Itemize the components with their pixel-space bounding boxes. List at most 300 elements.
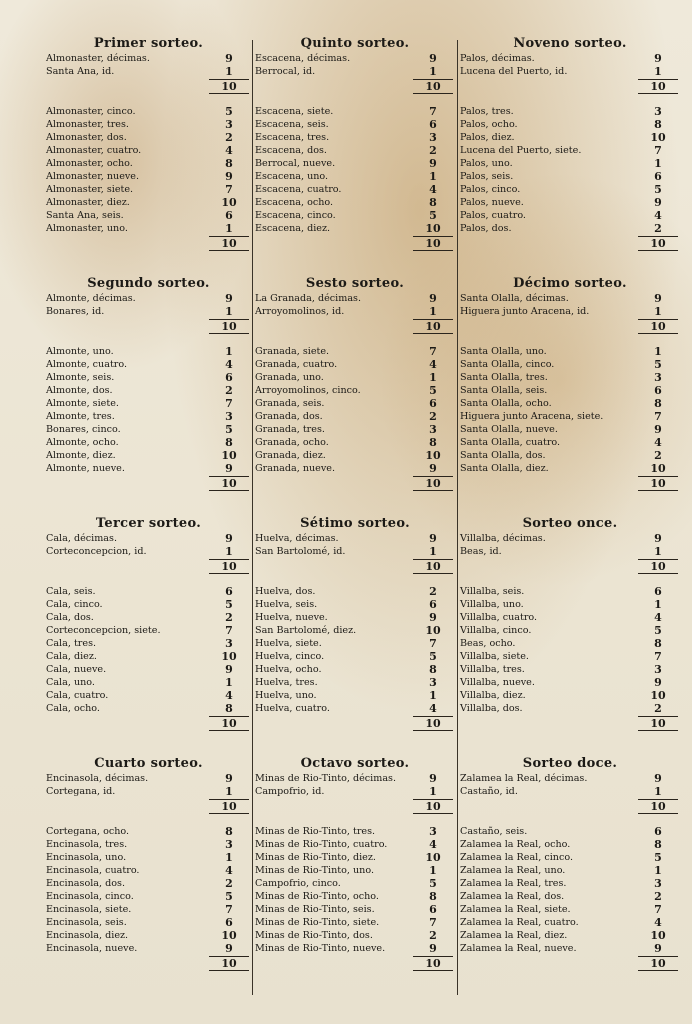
draw-row — [46, 358, 251, 371]
town-prize-label: Huelva, décimas. — [255, 533, 339, 544]
spacer — [460, 93, 680, 105]
draw-row — [460, 462, 680, 475]
draw-row — [46, 196, 251, 209]
town-prize-label: Arroyomolinos, id. — [255, 306, 345, 317]
total-value: 10 — [650, 320, 666, 333]
draw-row — [460, 170, 680, 183]
drawn-number: 9 — [429, 942, 437, 955]
drawn-number: 9 — [225, 52, 233, 65]
drawn-number: 10 — [650, 929, 666, 942]
draw-row — [46, 105, 251, 118]
draw-row — [46, 52, 251, 65]
town-prize-label: Huelva, cinco. — [255, 651, 325, 662]
draw-row — [460, 196, 680, 209]
draw-row — [46, 371, 251, 384]
town-prize-label: Corteconcepcion, id. — [46, 546, 147, 557]
drawn-number: 9 — [654, 532, 662, 545]
town-prize-label: Beas, id. — [460, 546, 502, 557]
draw-row — [46, 772, 251, 785]
draw-row — [255, 929, 455, 942]
town-prize-label: Berrocal, id. — [255, 66, 316, 77]
drawn-number: 6 — [429, 903, 437, 916]
town-prize-label: Zalamea la Real, tres. — [460, 878, 567, 889]
drawn-number: 6 — [225, 916, 233, 929]
draw-row — [46, 916, 251, 929]
draw-row — [46, 942, 251, 955]
drawn-number: 1 — [225, 545, 233, 558]
draw-total — [460, 956, 680, 970]
total-rule — [413, 93, 453, 94]
draw-row — [460, 851, 680, 864]
drawn-number: 8 — [429, 890, 437, 903]
town-prize-label: Granada, dos. — [255, 411, 323, 422]
draw-row — [460, 52, 680, 65]
total-value: 10 — [650, 957, 666, 970]
draw-row — [46, 611, 251, 624]
drawn-number: 6 — [654, 170, 662, 183]
draw-row — [46, 650, 251, 663]
draw-row — [460, 157, 680, 170]
draw-row — [460, 663, 680, 676]
drawn-number: 8 — [429, 196, 437, 209]
total-value: 10 — [425, 477, 441, 490]
draw-row — [46, 598, 251, 611]
draw-row — [460, 292, 680, 305]
draw-row — [460, 637, 680, 650]
drawn-number: 4 — [429, 183, 437, 196]
draw-row — [46, 825, 251, 838]
draw-row — [255, 436, 455, 449]
town-prize-label: Almonte, uno. — [46, 346, 114, 357]
town-prize-label: Almonaster, ocho. — [46, 158, 133, 169]
town-prize-label: Escacena, siete. — [255, 106, 334, 117]
draw-section — [460, 276, 680, 490]
draw-total — [460, 236, 680, 250]
total-rule — [638, 333, 678, 334]
drawn-number: 10 — [221, 650, 237, 663]
total-rule — [413, 490, 453, 491]
draw-row — [46, 532, 251, 545]
drawn-number: 1 — [654, 598, 662, 611]
drawn-number: 10 — [425, 851, 441, 864]
town-prize-label: Escacena, dos. — [255, 145, 327, 156]
drawn-number: 2 — [654, 449, 662, 462]
drawn-number: 1 — [225, 851, 233, 864]
drawn-number: 1 — [654, 545, 662, 558]
draw-row — [255, 772, 455, 785]
draw-row — [46, 305, 251, 318]
drawn-number: 1 — [429, 864, 437, 877]
draw-row — [46, 436, 251, 449]
drawn-number: 8 — [654, 637, 662, 650]
draw-row — [460, 131, 680, 144]
draw-title: Sorteo doce. — [522, 756, 618, 771]
drawn-number: 9 — [654, 292, 662, 305]
town-prize-label: Villalba, cuatro. — [460, 612, 538, 623]
draw-row — [460, 890, 680, 903]
draw-row — [255, 65, 455, 78]
town-prize-label: Santa Olalla, nueve. — [460, 424, 558, 435]
town-prize-label: Arroyomolinos, cinco. — [255, 385, 361, 396]
draw-row — [255, 637, 455, 650]
town-prize-label: Zalamea la Real, cinco. — [460, 852, 573, 863]
draw-row — [255, 105, 455, 118]
draw-row — [255, 183, 455, 196]
town-prize-label: Almonaster, tres. — [46, 119, 129, 130]
draw-row — [460, 384, 680, 397]
drawn-number: 4 — [225, 864, 233, 877]
town-prize-label: Minas de Rio-Tinto, seis. — [255, 904, 375, 915]
draw-row — [460, 397, 680, 410]
drawn-number: 10 — [221, 196, 237, 209]
drawn-number: 3 — [654, 877, 662, 890]
draw-row — [255, 118, 455, 131]
town-prize-label: Palos, diez. — [460, 132, 515, 143]
draw-total — [255, 236, 455, 250]
town-prize-label: Villalba, dos. — [460, 703, 523, 714]
town-prize-label: Encinasola, dos. — [46, 878, 125, 889]
drawn-number: 5 — [429, 209, 437, 222]
town-prize-label: Encinasola, nueve. — [46, 943, 138, 954]
town-prize-label: Berrocal, nueve. — [255, 158, 336, 169]
drawn-number: 7 — [429, 105, 437, 118]
drawn-number: 9 — [654, 52, 662, 65]
draw-section — [460, 756, 680, 970]
town-prize-label: Zalamea la Real, décimas. — [460, 773, 588, 784]
spacer — [46, 573, 251, 585]
town-prize-label: Minas de Rio-Tinto, siete. — [255, 917, 380, 928]
town-prize-label: Palos, dos. — [460, 223, 512, 234]
draw-title: Octavo sorteo. — [300, 756, 410, 771]
draw-row — [46, 864, 251, 877]
town-prize-label: Cala, décimas. — [46, 533, 117, 544]
town-prize-label: Minas de Rio-Tinto, dos. — [255, 930, 373, 941]
spacer — [460, 813, 680, 825]
drawn-number: 3 — [225, 838, 233, 851]
draw-row — [46, 890, 251, 903]
town-prize-label: Cortegana, id. — [46, 786, 116, 797]
town-prize-label: Almonte, siete. — [46, 398, 119, 409]
draw-row — [460, 358, 680, 371]
draw-row — [460, 903, 680, 916]
town-prize-label: Santa Olalla, tres. — [460, 372, 548, 383]
drawn-number: 4 — [654, 916, 662, 929]
drawn-number: 8 — [654, 838, 662, 851]
town-prize-label: Encinasola, décimas. — [46, 773, 149, 784]
town-prize-label: Villalba, nueve. — [460, 677, 535, 688]
total-rule — [209, 813, 249, 814]
total-rule — [209, 730, 249, 731]
town-prize-label: Santa Olalla, cuatro. — [460, 437, 561, 448]
draw-row — [460, 611, 680, 624]
total-value: 10 — [425, 80, 441, 93]
draw-row — [460, 650, 680, 663]
draw-section — [460, 516, 680, 730]
draw-row — [255, 462, 455, 475]
draw-total — [460, 476, 680, 490]
drawn-number: 3 — [429, 131, 437, 144]
draw-row — [255, 423, 455, 436]
draw-row — [460, 598, 680, 611]
town-prize-label: Bonares, id. — [46, 306, 105, 317]
drawn-number: 9 — [654, 942, 662, 955]
drawn-number: 4 — [654, 209, 662, 222]
total-rule — [413, 573, 453, 574]
town-prize-label: Palos, uno. — [460, 158, 513, 169]
town-prize-label: Villalba, décimas. — [460, 533, 546, 544]
draw-row — [460, 105, 680, 118]
drawn-number: 7 — [429, 637, 437, 650]
draw-row — [46, 183, 251, 196]
draw-row — [255, 157, 455, 170]
town-prize-label: Granada, diez. — [255, 450, 326, 461]
draw-total — [46, 956, 251, 970]
town-prize-label: Villalba, uno. — [460, 599, 524, 610]
town-prize-label: Almonaster, cuatro. — [46, 145, 142, 156]
town-prize-label: Cala, uno. — [46, 677, 95, 688]
draw-row — [255, 532, 455, 545]
drawn-number: 2 — [429, 410, 437, 423]
town-prize-label: Zalamea la Real, diez. — [460, 930, 568, 941]
town-prize-label: Minas de Rio-Tinto, nueve. — [255, 943, 386, 954]
drawn-number: 7 — [225, 903, 233, 916]
draw-row — [460, 410, 680, 423]
town-prize-label: Granada, cuatro. — [255, 359, 338, 370]
drawn-number: 9 — [225, 772, 233, 785]
drawn-number: 2 — [225, 611, 233, 624]
spacer — [460, 573, 680, 585]
drawn-number: 9 — [429, 611, 437, 624]
drawn-number: 7 — [654, 903, 662, 916]
draw-row — [255, 903, 455, 916]
town-prize-label: Escacena, diez. — [255, 223, 331, 234]
total-rule — [638, 970, 678, 971]
drawn-number: 9 — [429, 157, 437, 170]
draw-row — [46, 663, 251, 676]
drawn-number: 9 — [225, 292, 233, 305]
town-prize-label: Cala, tres. — [46, 638, 97, 649]
drawn-number: 6 — [654, 825, 662, 838]
drawn-number: 8 — [225, 825, 233, 838]
drawn-number: 1 — [654, 785, 662, 798]
total-value: 10 — [425, 957, 441, 970]
town-prize-label: Escacena, cuatro. — [255, 184, 342, 195]
draw-row — [255, 785, 455, 798]
draw-row — [255, 585, 455, 598]
drawn-number: 9 — [225, 663, 233, 676]
town-prize-label: Almonte, décimas. — [46, 293, 136, 304]
town-prize-label: San Bartolomé, id. — [255, 546, 346, 557]
drawn-number: 10 — [650, 131, 666, 144]
town-prize-label: Santa Olalla, décimas. — [460, 293, 569, 304]
draw-row — [460, 585, 680, 598]
draw-title: Cuarto sorteo. — [94, 756, 203, 771]
draw-row — [46, 157, 251, 170]
town-prize-label: Santa Olalla, diez. — [460, 463, 549, 474]
draw-row — [46, 292, 251, 305]
total-value: 10 — [221, 800, 237, 813]
total-value: 10 — [221, 237, 237, 250]
town-prize-label: Zalamea la Real, siete. — [460, 904, 571, 915]
town-prize-label: Cala, dos. — [46, 612, 94, 623]
drawn-number: 2 — [225, 384, 233, 397]
draw-row — [46, 423, 251, 436]
draw-row — [255, 131, 455, 144]
town-prize-label: Escacena, seis. — [255, 119, 329, 130]
town-prize-label: Granada, ocho. — [255, 437, 329, 448]
draw-row — [255, 676, 455, 689]
draw-title: Décimo sorteo. — [513, 276, 627, 291]
total-rule — [638, 813, 678, 814]
town-prize-label: Minas de Rio-Tinto, ocho. — [255, 891, 379, 902]
town-prize-label: Encinasola, tres. — [46, 839, 128, 850]
draw-row — [46, 929, 251, 942]
town-prize-label: Escacena, ocho. — [255, 197, 334, 208]
lottery-column-1 — [46, 36, 251, 996]
town-prize-label: Zalamea la Real, ocho. — [460, 839, 571, 850]
town-prize-label: Higuera junto Aracena, id. — [460, 306, 590, 317]
draw-total — [255, 79, 455, 93]
drawn-number: 1 — [225, 222, 233, 235]
drawn-number: 2 — [225, 131, 233, 144]
drawn-number: 6 — [225, 209, 233, 222]
draw-section — [255, 36, 455, 250]
draw-row — [255, 170, 455, 183]
drawn-number: 9 — [225, 170, 233, 183]
town-prize-label: Encinasola, seis. — [46, 917, 127, 928]
town-prize-label: Minas de Rio-Tinto, cuatro. — [255, 839, 388, 850]
draw-row — [460, 838, 680, 851]
town-prize-label: Villalba, tres. — [460, 664, 525, 675]
drawn-number: 3 — [429, 676, 437, 689]
draw-total — [460, 319, 680, 333]
drawn-number: 5 — [225, 423, 233, 436]
total-value: 10 — [650, 237, 666, 250]
drawn-number: 9 — [429, 462, 437, 475]
drawn-number: 1 — [429, 371, 437, 384]
total-rule — [638, 490, 678, 491]
total-rule — [638, 250, 678, 251]
draw-row — [255, 864, 455, 877]
drawn-number: 9 — [225, 942, 233, 955]
drawn-number: 1 — [225, 65, 233, 78]
drawn-number: 1 — [429, 785, 437, 798]
draw-row — [255, 222, 455, 235]
draw-row — [46, 903, 251, 916]
town-prize-label: Escacena, décimas. — [255, 53, 351, 64]
drawn-number: 3 — [429, 423, 437, 436]
draw-row — [46, 131, 251, 144]
draw-row — [255, 449, 455, 462]
draw-row — [460, 305, 680, 318]
draw-row — [46, 877, 251, 890]
drawn-number: 4 — [225, 144, 233, 157]
town-prize-label: Castaño, id. — [460, 786, 518, 797]
drawn-number: 2 — [429, 144, 437, 157]
draw-row — [460, 371, 680, 384]
drawn-number: 3 — [225, 118, 233, 131]
draw-row — [460, 785, 680, 798]
draw-row — [46, 384, 251, 397]
town-prize-label: Santa Olalla, ocho. — [460, 398, 552, 409]
drawn-number: 5 — [654, 851, 662, 864]
draw-row — [46, 118, 251, 131]
draw-row — [460, 118, 680, 131]
draw-section — [255, 516, 455, 730]
drawn-number: 5 — [225, 105, 233, 118]
town-prize-label: Santa Olalla, seis. — [460, 385, 548, 396]
town-prize-label: Zalamea la Real, cuatro. — [460, 917, 579, 928]
drawn-number: 10 — [425, 449, 441, 462]
town-prize-label: Almonaster, uno. — [46, 223, 128, 234]
draw-row — [255, 624, 455, 637]
town-prize-label: Huelva, dos. — [255, 586, 316, 597]
draw-row — [46, 170, 251, 183]
drawn-number: 9 — [654, 676, 662, 689]
spacer — [255, 93, 455, 105]
town-prize-label: Palos, ocho. — [460, 119, 518, 130]
drawn-number: 7 — [225, 183, 233, 196]
total-value: 10 — [425, 320, 441, 333]
drawn-number: 8 — [429, 436, 437, 449]
draw-row — [460, 545, 680, 558]
drawn-number: 8 — [225, 702, 233, 715]
town-prize-label: Villalba, siete. — [460, 651, 529, 662]
total-value: 10 — [425, 717, 441, 730]
drawn-number: 8 — [429, 663, 437, 676]
draw-total — [460, 79, 680, 93]
town-prize-label: Palos, cinco. — [460, 184, 521, 195]
draw-row — [255, 689, 455, 702]
town-prize-label: San Bartolomé, diez. — [255, 625, 357, 636]
draw-row — [255, 916, 455, 929]
draw-row — [255, 702, 455, 715]
town-prize-label: Almonte, nueve. — [46, 463, 125, 474]
draw-section — [46, 36, 251, 250]
town-prize-label: Cala, diez. — [46, 651, 97, 662]
draw-section — [255, 756, 455, 970]
drawn-number: 10 — [425, 624, 441, 637]
drawn-number: 5 — [654, 358, 662, 371]
drawn-number: 8 — [654, 397, 662, 410]
draw-row — [460, 449, 680, 462]
draw-total — [46, 559, 251, 573]
drawn-number: 2 — [225, 877, 233, 890]
draw-row — [255, 52, 455, 65]
draw-row — [255, 358, 455, 371]
draw-row — [255, 371, 455, 384]
drawn-number: 9 — [429, 772, 437, 785]
draw-row — [460, 423, 680, 436]
draw-row — [460, 929, 680, 942]
total-value: 10 — [221, 477, 237, 490]
draw-row — [255, 851, 455, 864]
drawn-number: 2 — [654, 222, 662, 235]
draw-title: Sétimo sorteo. — [300, 516, 410, 531]
draw-row — [255, 890, 455, 903]
drawn-number: 6 — [654, 585, 662, 598]
draw-total — [46, 799, 251, 813]
town-prize-label: Granada, uno. — [255, 372, 324, 383]
drawn-number: 7 — [654, 410, 662, 423]
draw-row — [255, 209, 455, 222]
town-prize-label: Huelva, uno. — [255, 690, 317, 701]
town-prize-label: Cala, seis. — [46, 586, 96, 597]
lottery-column-2 — [255, 36, 455, 996]
drawn-number: 1 — [654, 157, 662, 170]
drawn-number: 3 — [225, 410, 233, 423]
draw-row — [255, 611, 455, 624]
